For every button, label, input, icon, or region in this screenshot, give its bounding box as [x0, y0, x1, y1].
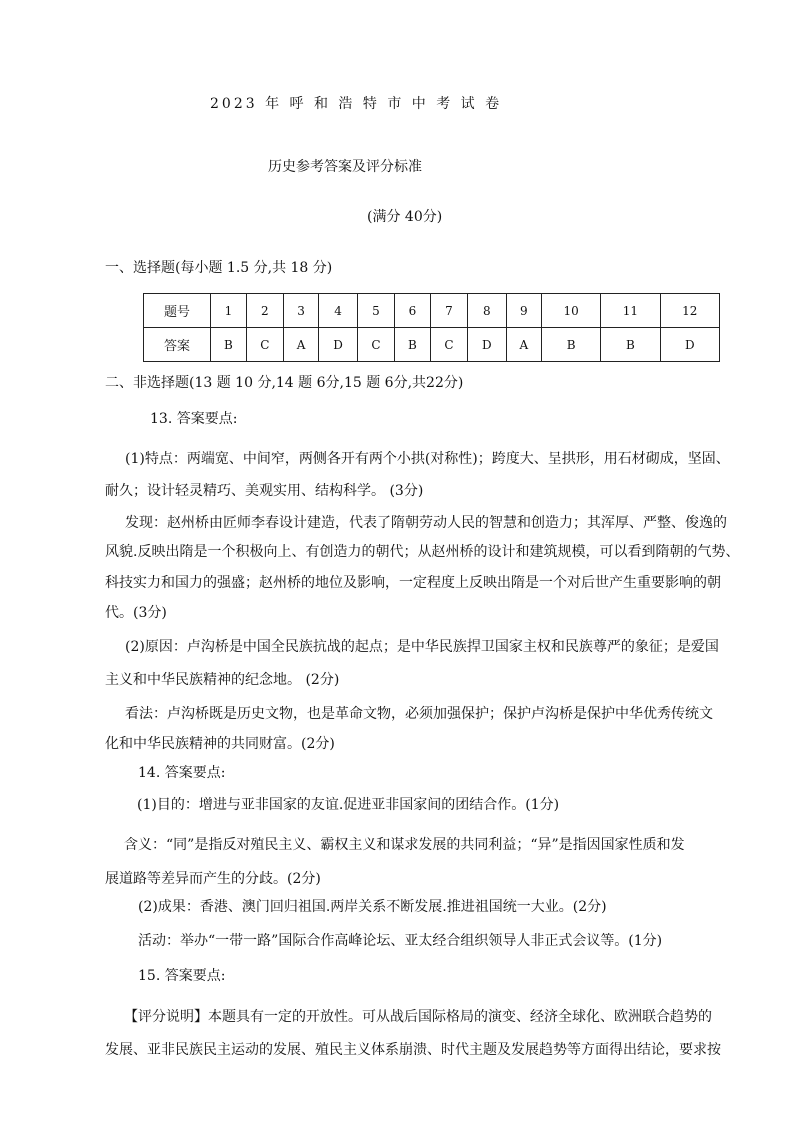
question-number: 10: [541, 294, 600, 328]
q13-text: (2)原因：卢沟桥是中国全民族抗战的起点；是中华民族捍卫国家主权和民族尊严的象征；是爱国: [125, 639, 719, 655]
answer-cell: B: [211, 328, 247, 362]
answer-cell: C: [357, 328, 394, 362]
answer-table: [143, 293, 720, 362]
exam-title: 2023 年 呼 和 浩 特 市 中 考 试 卷: [210, 96, 503, 112]
q13-text: 耐久；设计轻灵精巧、美观实用、结构科学。 (3分): [105, 483, 424, 499]
question-number: 11: [601, 294, 660, 328]
row-label-number: 题号: [144, 294, 211, 328]
answer-cell: B: [601, 328, 660, 362]
q13-text: 风貌.反映出隋是一个积极向上、有创造力的朝代；从赵州桥的设计和建筑规模，可以看到隋朝的气势、: [105, 544, 740, 560]
q13-text: 看法：卢沟桥既是历史文物，也是革命文物，必须加强保护；保护卢沟桥是保护中华优秀传统文: [125, 706, 713, 722]
q13-text: 化和中华民族精神的共同财富。(2分): [105, 736, 335, 752]
answer-cell: D: [660, 328, 719, 362]
section2-heading: 二、非选择题(13 题 10 分,14 题 6分,15 题 6分,共22分): [105, 375, 464, 391]
answer-cell: B: [541, 328, 600, 362]
question-number: 4: [319, 294, 358, 328]
answer-cell: B: [395, 328, 431, 362]
q14-text: 含义：“同”是指反对殖民主义、霸权主义和谋求发展的共同利益；“异”是指因国家性质和发: [124, 837, 685, 853]
q14-text: (2)成果：香港、澳门回归祖国.两岸关系不断发展.推进祖国统一大业。(2分): [138, 899, 607, 915]
row-label-answer: 答案: [144, 328, 211, 362]
section1-heading: 一、选择题(每小题 1.5 分,共 18 分): [105, 260, 333, 276]
answer-cell: A: [506, 328, 541, 362]
q13-text: 科技实力和国力的强盛；赵州桥的地位及影响，一定程度上反映出隋是一个对后世产生重要影响的朝: [105, 575, 721, 591]
q13-label: 13. 答案要点:: [150, 411, 238, 427]
question-number: 5: [357, 294, 394, 328]
question-number: 7: [430, 294, 467, 328]
question-number: 2: [246, 294, 283, 328]
question-number: 9: [506, 294, 541, 328]
q13-text: 发现：赵州桥由匠师李春设计建造，代表了隋朝劳动人民的智慧和创造力；其浑厚、严整、俊逸的: [125, 515, 727, 531]
q13-text: 主义和中华民族精神的纪念地。 (2分): [105, 672, 340, 688]
q14-label: 14. 答案要点:: [138, 765, 226, 781]
table-row-answers: [144, 328, 720, 362]
q13-text: 代。(3分): [105, 605, 167, 621]
answer-cell: C: [246, 328, 283, 362]
answer-cell: D: [319, 328, 358, 362]
q15-text: 【评分说明】本题具有一定的开放性。可从战后国际格局的演变、经济全球化、欧洲联合趋势的: [124, 1009, 712, 1025]
q14-text: (1)目的：增进与亚非国家的友谊.促进亚非国家间的团结合作。(1分): [137, 797, 560, 813]
answer-cell: D: [467, 328, 506, 362]
question-number: 6: [395, 294, 431, 328]
question-number: 12: [660, 294, 719, 328]
exam-subtitle: 历史参考答案及评分标准: [268, 159, 422, 175]
answer-cell: A: [283, 328, 318, 362]
table-row-numbers: [144, 294, 720, 328]
question-number: 8: [467, 294, 506, 328]
question-number: 3: [283, 294, 318, 328]
q13-text: (1)特点：两端宽、中间窄，两侧各开有两个小拱(对称性)；跨度大、呈拱形，用石材砌成，坚固、: [125, 451, 730, 467]
full-score: (满分 40分): [367, 209, 443, 225]
q14-text: 活动：举办“一带一路”国际合作高峰论坛、亚太经合组织领导人非正式会议等。(1分): [138, 933, 663, 949]
q14-text: 展道路等差异而产生的分歧。(2分): [105, 871, 321, 887]
q15-text: 发展、亚非民族民主运动的发展、殖民主义体系崩溃、时代主题及发展趋势等方面得出结论，要求按: [105, 1042, 721, 1058]
q15-label: 15. 答案要点:: [138, 968, 226, 984]
answer-cell: C: [430, 328, 467, 362]
question-number: 1: [211, 294, 247, 328]
